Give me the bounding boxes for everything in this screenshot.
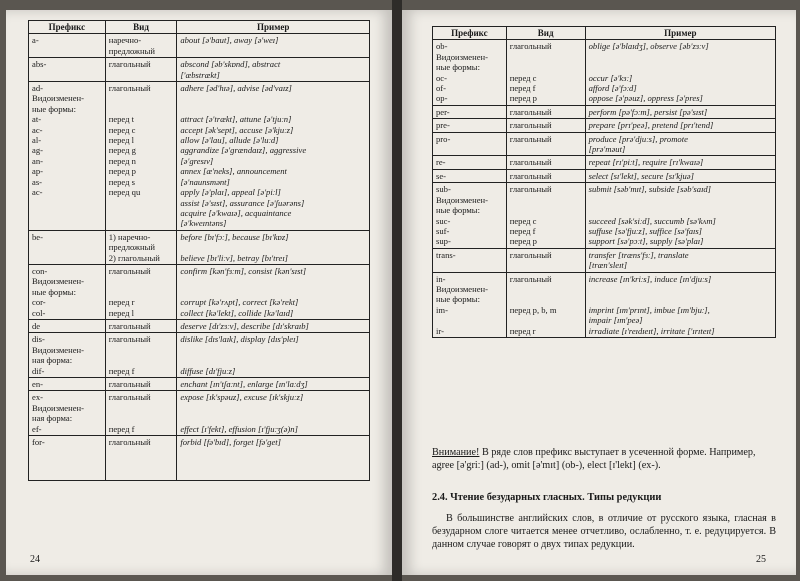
header-example: Пример xyxy=(585,27,775,40)
prefix-cell: re- xyxy=(433,156,507,169)
prefix-cell: sub- Видоизменен- ные формы: suc- suf- sup- xyxy=(433,183,507,248)
kind-cell: глагольный xyxy=(506,156,585,169)
prefix-cell: trans- xyxy=(433,248,507,272)
example-cell: abscond [əb'skɒnd], abstract ['æbstrækt] xyxy=(177,58,370,82)
kind-cell: глагольный перед f xyxy=(105,391,177,436)
prefix-cell: de xyxy=(29,319,106,332)
table-row xyxy=(433,40,776,105)
example-cell: repeat [rɪ'piːt], require [rɪ'kwaɪə] xyxy=(585,156,775,169)
table-row xyxy=(433,169,776,182)
header-prefix: Префикс xyxy=(29,21,106,34)
table-row xyxy=(29,264,370,319)
page-number: 24 xyxy=(30,554,40,565)
kind-cell: глагольный xyxy=(105,319,177,332)
table-row xyxy=(29,378,370,391)
example-cell: dislike [dɪs'laɪk], display [dɪs'pleɪ] diffuse [dɪ'fjuːz] xyxy=(177,333,370,378)
table-row xyxy=(433,183,776,248)
kind-cell: 1) наречно- предложный 2) глагольный xyxy=(105,230,177,264)
prefix-cell: pre- xyxy=(433,119,507,132)
kind-cell: глагольный перед f xyxy=(105,333,177,378)
kind-cell: глагольный перед c перед f перед p xyxy=(506,183,585,248)
book-gutter xyxy=(392,0,402,581)
example-cell: prepare [prɪ'peə], pretend [prɪ'tend] xyxy=(585,119,775,132)
note-text: В ряде слов префикс выступает в усеченной форме. Например, agree [ə'griː] (ad-), omit [ə'mɪt] (ob-), elect [ɪ'lekt] (ex-). xyxy=(432,447,756,471)
prefix-table-left xyxy=(28,20,370,481)
page-number: 25 xyxy=(756,554,766,565)
table-row xyxy=(29,436,370,481)
kind-cell: глагольный xyxy=(506,119,585,132)
table-row xyxy=(433,132,776,156)
note-paragraph xyxy=(432,446,776,472)
table-row xyxy=(29,391,370,436)
kind-cell: глагольный xyxy=(105,378,177,391)
kind-cell: глагольный xyxy=(506,132,585,156)
prefix-cell: ob- Видоизменен- ные формы: oc- of- op- xyxy=(433,40,507,105)
example-cell: produce [prə'djuːs], promote [prə'məut] xyxy=(585,132,775,156)
table-row xyxy=(29,230,370,264)
prefix-cell: dis- Видоизменен- ная форма: dif- xyxy=(29,333,106,378)
header-prefix: Префикс xyxy=(433,27,507,40)
example-cell: expose [ɪk'spəuz], excuse [ɪk'skjuːz] effect [ɪ'fekt], effusion [ɪ'fjuːʒ(ə)n] xyxy=(177,391,370,436)
table-row xyxy=(29,34,370,58)
table-row xyxy=(29,82,370,231)
prefix-cell: in- Видоизменен- ные формы: im- ir- xyxy=(433,272,507,337)
prefix-cell: ex- Видоизменен- ная форма: ef- xyxy=(29,391,106,436)
prefix-cell: ad- Видоизменен- ные формы: at- ac- al- ag- an- ap- as- ac- xyxy=(29,82,106,231)
example-cell: transfer [træns'fɜː], translate [træn'sleɪt] xyxy=(585,248,775,272)
table-row xyxy=(29,58,370,82)
body-paragraph: В большинстве английских слов, в отличие от русского языка, гласная в безударном слоге читается менее отчетливо, ослабленно, т. е. редуцируется. В данном случае говорят о двух типах редукции. xyxy=(432,513,776,550)
kind-cell: глагольный перед p, b, m перед r xyxy=(506,272,585,337)
example-cell: increase [ɪn'kriːs], induce [ɪn'djuːs] imprint [ɪm'prɪnt], imbue [ɪm'bjuː], impair [ɪm'peə] irradiate [ɪ'reɪdɪeɪt], irritate ['ɪrɪteɪt] xyxy=(585,272,775,337)
prefix-cell: for- xyxy=(29,436,106,481)
example-cell: select [sɪ'lekt], secure [sɪ'kjuə] xyxy=(585,169,775,182)
example-cell: enchant [ɪn'tʃɑːnt], enlarge [ɪn'lɑːdʒ] xyxy=(177,378,370,391)
prefix-cell: per- xyxy=(433,105,507,118)
prefix-cell: abs- xyxy=(29,58,106,82)
kind-cell: глагольный xyxy=(105,58,177,82)
header-kind: Вид xyxy=(105,21,177,34)
kind-cell: глагольный xyxy=(105,436,177,481)
example-cell: submit [səb'mɪt], subside [səb'saɪd] succeed [sək'siːd], succumb [sə'kʌm] suffuse [sə'fjuːz], suffice [sə'faɪs] support [sə'pɔːt], supply [sə'plaɪ] xyxy=(585,183,775,248)
table-row xyxy=(433,119,776,132)
prefix-table-right xyxy=(432,26,776,338)
table-row xyxy=(433,272,776,337)
table-row xyxy=(433,105,776,118)
example-cell: before [bɪ'fɔː], because [bɪ'kɒz] believe [bɪ'liːv], betray [bɪ'treɪ] xyxy=(177,230,370,264)
kind-cell: глагольный перед c перед f перед p xyxy=(506,40,585,105)
table-row xyxy=(29,333,370,378)
header-kind: Вид xyxy=(506,27,585,40)
example-cell: adhere [əd'hɪə], advise [əd'vaɪz] attract [ə'trækt], attune [ə'tjuːn] accept [ək'sept], accuse [ə'kjuːz] allow [ə'lau], allude [ə'luːd] aggrandize [ə'grændaɪz], aggressive [ə'gresɪv] annex [æ'neks], announcement [ə'naunsmənt] apply [ə'plaɪ], appeal [ə'piːl] assist [ə'sɪst], assurance [ə'ʃuərəns] acquire [ə'kwaɪə], acquaintance [ə'kweɪntəns] xyxy=(177,82,370,231)
prefix-cell: con- Видоизменен- ные формы: cor- col- xyxy=(29,264,106,319)
example-cell: perform [pə'fɔːm], persist [pə'sɪst] xyxy=(585,105,775,118)
table-row xyxy=(433,156,776,169)
kind-cell: глагольный перед t перед c перед l перед g перед n перед p перед s перед qu xyxy=(105,82,177,231)
right-page xyxy=(402,10,796,575)
kind-cell: глагольный xyxy=(506,169,585,182)
example-cell: deserve [dɪ'zɜːv], describe [dɪ'skraɪb] xyxy=(177,319,370,332)
prefix-cell: pro- xyxy=(433,132,507,156)
kind-cell: глагольный xyxy=(506,105,585,118)
prefix-cell: a- xyxy=(29,34,106,58)
prefix-cell: en- xyxy=(29,378,106,391)
table-row xyxy=(29,319,370,332)
example-cell: about [ə'baut], away [ə'weɪ] xyxy=(177,34,370,58)
kind-cell: наречно- предложный xyxy=(105,34,177,58)
left-page xyxy=(6,10,392,575)
prefix-cell: se- xyxy=(433,169,507,182)
header-example: Пример xyxy=(177,21,370,34)
section-title: 2.4. Чтение безударных гласных. Типы редукции xyxy=(432,492,662,503)
kind-cell: глагольный xyxy=(506,248,585,272)
note-label: Внимание! xyxy=(432,447,480,458)
prefix-cell: be- xyxy=(29,230,106,264)
example-cell: confirm [kən'fɜːm], consist [kən'sɪst] corrupt [kə'rʌpt], correct [kə'rekt] collect [kə'lekt], collide [kə'laɪd] xyxy=(177,264,370,319)
example-cell: forbid [fə'bɪd], forget [fə'get] xyxy=(177,436,370,481)
example-cell: oblige [ə'blaɪdʒ], observe [əb'zɜːv] occur [ə'kɜː] afford [ə'fɔːd] oppose [ə'pəuz], oppress [ə'pres] xyxy=(585,40,775,105)
kind-cell: глагольный перед r перед l xyxy=(105,264,177,319)
table-row xyxy=(433,248,776,272)
